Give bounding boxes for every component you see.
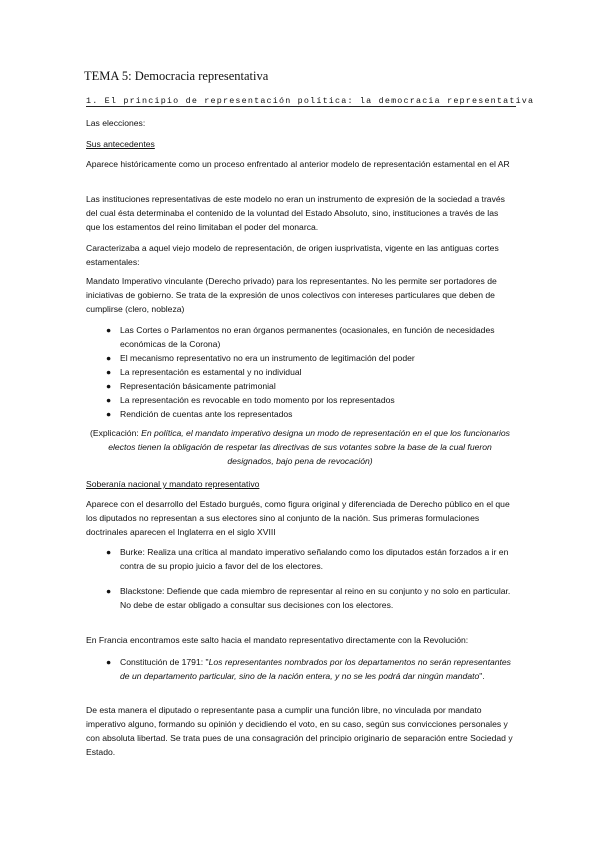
list-item bbox=[86, 323, 514, 351]
list-item-text: Las Cortes o Parlamentos no eran órganos permanentes (ocasionales, en función de necesidades económicas de la Corona) bbox=[120, 325, 495, 349]
francia-paragraph: En Francia encontramos este salto hacia el mandato representativo directamente con la Revolución: bbox=[86, 635, 469, 645]
list-item-text: La representación es revocable en todo momento por los representados bbox=[120, 395, 395, 405]
list-item bbox=[86, 545, 514, 573]
doctrine-list-blackstone bbox=[86, 584, 514, 612]
constitucion-quote-end: ". bbox=[479, 671, 485, 681]
list-item bbox=[86, 655, 514, 683]
explanation-label: (Explicación: bbox=[90, 428, 142, 438]
doctrine-list-burke bbox=[86, 545, 514, 573]
list-item bbox=[86, 351, 514, 365]
antecedentes-paragraph-3: Caracterizaba a aquel viejo modelo de representación, de origen iusprivatista, vigente en las antiguas cortes estamentales: bbox=[86, 243, 499, 267]
bullet-icon: ● bbox=[106, 367, 112, 377]
list-item bbox=[86, 393, 514, 407]
list-item-text: Burke: Realiza una crítica al mandato imperativo señalando como los diputados están forzados a ir en contra de su propio juicio a favor del de los electores. bbox=[120, 547, 509, 571]
antecedentes-paragraph-2: Las instituciones representativas de este modelo no eran un instrumento de expresión de la sociedad a través del cual ésta determinaba el contenido de la voluntad del Estado Absoluto, sino, instituciones a través de las que los estamentos del reino limitaban el poder del monarca. bbox=[86, 194, 505, 232]
list-item-text: Rendición de cuentas ante los representados bbox=[120, 409, 293, 419]
antecedentes-paragraph-4: Mandato Imperativo vinculante (Derecho privado) para los representantes. No les permite ser portadores de iniciativas de gobierno. Se trata de la expresión de unos colectivos con intereses particulares que deben de cumplirse (clero, nobleza) bbox=[86, 276, 497, 314]
list-item-text: El mecanismo representativo no era un instrumento de legitimación del poder bbox=[120, 353, 415, 363]
section-heading-1: 1. El principio de representación política: la democracia representativa bbox=[86, 96, 535, 106]
bullet-icon: ● bbox=[106, 657, 112, 667]
explanation-note bbox=[86, 426, 514, 468]
list-item bbox=[86, 379, 514, 393]
bullet-icon: ● bbox=[106, 586, 112, 596]
elecciones-label: Las elecciones: bbox=[86, 118, 146, 128]
bullet-icon: ● bbox=[106, 409, 112, 419]
list-item-text: Representación básicamente patrimonial bbox=[120, 381, 276, 391]
soberania-paragraph-1: Aparece con el desarrollo del Estado burgués, como figura original y diferenciada de Derecho público en el que los diputados no representan a sus electores sino al conjunto de la nación. Sus primeras formulaciones doctrinales aparecen el Inglaterra en el siglo XVIII bbox=[86, 499, 510, 537]
list-item bbox=[86, 365, 514, 379]
list-item bbox=[86, 407, 514, 421]
antecedentes-bullet-list bbox=[86, 323, 514, 421]
constitucion-quote: Los representantes nombrados por los departamentos no serán representantes de un departamento particular, sino de la nación entera, y no se les podrá dar ningún mandato bbox=[120, 657, 511, 681]
bullet-icon: ● bbox=[106, 353, 112, 363]
constitucion-label: Constitución de 1791: " bbox=[120, 657, 209, 667]
explanation-text: En política, el mandato imperativo designa un modo de representación en el que los funcionarios electos tienen la obligación de respetar las directivas de sus votantes sobre la base de la cual fueron designados, bajo pena de revocación) bbox=[108, 428, 510, 466]
constitucion-list bbox=[86, 655, 514, 683]
list-item bbox=[86, 584, 514, 612]
antecedentes-heading: Sus antecedentes bbox=[86, 139, 155, 149]
bullet-icon: ● bbox=[106, 547, 112, 557]
page-title: TEMA 5: Democracia representativa bbox=[84, 69, 269, 83]
list-item-text: Blackstone: Defiende que cada miembro de representar al reino en su conjunto y no solo en particular. No debe de estar obligado a consultar sus decisiones con los electores. bbox=[120, 586, 511, 610]
antecedentes-paragraph-1: Aparece históricamente como un proceso enfrentado al anterior modelo de representación estamental en el AR bbox=[86, 159, 510, 169]
soberania-heading: Soberanía nacional y mandato representativo bbox=[86, 479, 260, 489]
bullet-icon: ● bbox=[106, 325, 112, 335]
bullet-icon: ● bbox=[106, 381, 112, 391]
final-paragraph: De esta manera el diputado o representante pasa a cumplir una función libre, no vinculada por mandato imperativo alguno, formando su opinión y decidiendo el voto, en su caso, según sus convicciones personales y con absoluta libertad. Se trata pues de una consagración del principio originario de separación entre Sociedad y Estado. bbox=[86, 705, 513, 757]
list-item-text: La representación es estamental y no individual bbox=[120, 367, 302, 377]
bullet-icon: ● bbox=[106, 395, 112, 405]
